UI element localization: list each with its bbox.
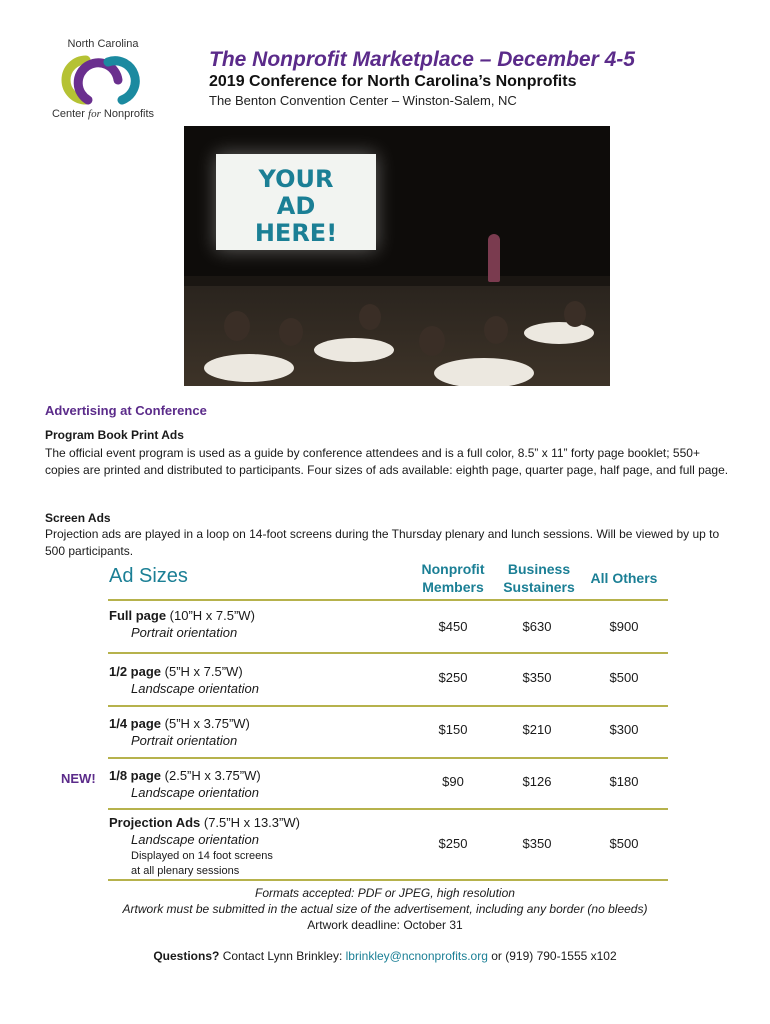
price-nonprofit: $250 [438,836,468,851]
price-business: $350 [522,670,552,685]
attendee [224,311,250,341]
attendee [484,316,508,344]
ad-sizes-title: Ad Sizes [109,565,188,587]
venue-text: The Benton Convention Center – Winston-Salem, NC [209,93,517,108]
price-business: $350 [522,836,552,851]
attendee [279,318,303,346]
round-table [314,338,394,362]
ad-note: Displayed on 14 foot screens [131,850,273,862]
email-link[interactable]: lbrinkley@ncnonprofits.org [345,949,488,963]
attendee [564,301,586,327]
price-others: $500 [609,670,639,685]
logo-bottom-text: Center for Nonprofits [51,108,155,120]
price-business: $630 [522,619,552,634]
table-divider [108,879,668,881]
speaker-figure [488,234,500,282]
ad-orientation: Landscape orientation [131,832,259,847]
questions-label: Questions? [153,949,220,963]
column-header-nonprofit-members: Nonprofit Members [421,561,485,595]
new-badge: NEW! [61,771,96,786]
price-nonprofit: $250 [438,670,468,685]
artwork-note: Artwork must be submitted in the actual size of the advertisement, including any border (no bleeds) [122,902,648,916]
screen-ads-text: Projection ads are played in a loop on 14-foot screens during the Thursday plenary and lunch sessions. Will be viewed by up to 500 participants. [45,527,720,558]
price-others: $180 [609,774,639,789]
contact-line: Questions? Contact Lynn Brinkley: lbrinkley@ncnonprofits.org or (919) 790-1555 x102 [153,949,617,963]
table-divider [108,808,668,810]
conference-photo [184,126,610,386]
price-nonprofit: $150 [438,722,468,737]
page-title: The Nonprofit Marketplace – December 4-5 [209,48,635,71]
ad-note: at all plenary sessions [131,865,240,877]
round-table [204,354,294,382]
price-business: $210 [522,722,552,737]
price-nonprofit: $450 [438,619,468,634]
price-business: $126 [522,774,552,789]
price-others: $900 [609,619,639,634]
artwork-deadline: Artwork deadline: October 31 [307,918,463,932]
attendee [419,326,445,356]
program-book-heading: Program Book Print Ads [45,428,184,442]
ad-orientation: Landscape orientation [131,681,259,696]
ad-size-label: 1/4 page (5”H x 3.75”W) [109,716,250,731]
round-table [434,358,534,386]
ad-size-label: Full page (10”H x 7.5”W) [109,608,255,623]
page-subtitle: 2019 Conference for North Carolina’s Nonprofits [209,73,577,90]
price-nonprofit: $90 [442,774,464,789]
ad-size-label: Projection Ads (7.5”H x 13.3”W) [109,815,300,830]
table-divider [108,757,668,759]
ad-size-label: 1/8 page (2.5”H x 3.75”W) [109,768,261,783]
ad-orientation: Portrait orientation [131,733,238,748]
logo [48,38,158,128]
section-heading-advertising: Advertising at Conference [45,403,207,418]
program-book-text: The official event program is used as a guide by conference attendees and is a full color, 8.5” x 11” forty page booklet; 550+ copies are printed and distributed to participants. Four sizes of ads available: eighth page, quarter page, half page, and full page. [45,446,729,477]
screen-ad-text: YOUR AD HERE! [254,165,338,247]
formats-note: Formats accepted: PDF or JPEG, high resolution [255,886,515,900]
logo-rings-icon [56,52,150,108]
price-others: $500 [609,836,639,851]
table-divider [108,599,668,601]
attendee [359,304,381,330]
table-divider [108,652,668,654]
ad-size-label: 1/2 page (5”H x 7.5”W) [109,664,243,679]
price-others: $300 [609,722,639,737]
round-table [524,322,594,344]
projection-screen [216,154,376,250]
screen-ads-heading: Screen Ads [45,511,111,525]
column-header-business-sustainers: Business Sustainers [503,561,575,595]
ad-orientation: Portrait orientation [131,625,238,640]
column-header-all-others: All Others [590,570,658,586]
logo-top-text: North Carolina [67,38,139,50]
table-divider [108,705,668,707]
ad-orientation: Landscape orientation [131,785,259,800]
